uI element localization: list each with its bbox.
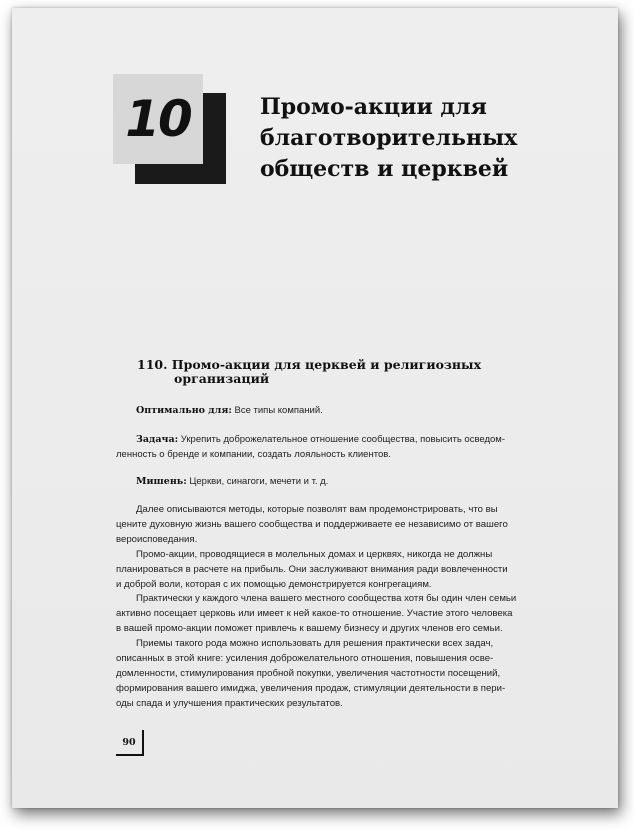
- task-value-continued: ленность о бренде и компании, создать лояльность клиентов.: [116, 449, 391, 460]
- body-line: и доброй воли, которая с их помощью демонстрируется конгрегациям.: [116, 578, 432, 590]
- task-value: Укрепить доброжелательное отношение сообщества, повысить осведом-: [180, 434, 505, 445]
- target-label: Мишень:: [136, 476, 187, 487]
- body-line: Далее описываются методы, которые позволят вам продемонстрировать, что вы: [136, 504, 498, 515]
- chapter-title: [260, 92, 590, 185]
- chapter-title-line: благотворительных: [260, 125, 518, 151]
- optimal-for-block: [136, 403, 556, 418]
- body-text: [116, 503, 546, 712]
- chapter-number: 10: [125, 90, 191, 148]
- body-line: Промо-акции, проводящиеся в молельных домах и церквях, никогда не должны: [136, 548, 493, 560]
- task-block: [116, 432, 556, 462]
- task-label: Задача:: [136, 434, 179, 445]
- chapter-title-line: обществ и церквей: [260, 156, 509, 182]
- page-number: 90: [116, 730, 144, 756]
- body-line: оды спада и улучшения практических результатов.: [116, 697, 343, 709]
- body-line: формирования вашего имиджа, увеличения продаж, стимуляции деятельности в пери-: [116, 682, 506, 694]
- target-value: Церкви, синагоги, мечети и т. д.: [189, 476, 329, 487]
- body-line: домленности, стимулирования пробной покупки, увеличения частотности посещений,: [116, 667, 501, 679]
- chapter-title-line: Промо-акции для: [260, 94, 487, 120]
- body-line: Приемы такого рода можно использовать для решения практически всех задач,: [136, 638, 494, 650]
- body-line: Практически у каждого члена вашего местного сообщества хотя бы один член семьи: [136, 593, 517, 605]
- chapter-number-box: [113, 74, 203, 164]
- body-line: вероисповедания.: [116, 533, 198, 545]
- optimal-for-label: Оптимально для:: [136, 405, 232, 416]
- optimal-for-value: Все типы компаний.: [234, 405, 323, 416]
- section-title-line: организаций: [174, 371, 270, 386]
- section-title: [137, 358, 557, 386]
- body-line: в вашей промо-акции поможет привлечь к вашему бизнесу и других членов его семьи.: [116, 623, 503, 635]
- body-line: планироваться в расчете на прибыль. Они заслуживают внимания ради вовлеченности: [116, 563, 508, 575]
- body-line: активно посещает церковь или имеет к ней какое-то отношение. Участие этого человека: [116, 608, 513, 620]
- body-line: цените духовную жизнь вашего сообщества и поддерживаете ее независимо от вашего: [116, 518, 508, 530]
- target-block: [136, 474, 556, 489]
- body-line: описанных в этой книге: усиления доброжелательного отношения, повышения осве-: [116, 653, 494, 665]
- book-page: [12, 8, 618, 808]
- section-title-line: 110. Промо-акции для церквей и религиозных: [137, 357, 482, 372]
